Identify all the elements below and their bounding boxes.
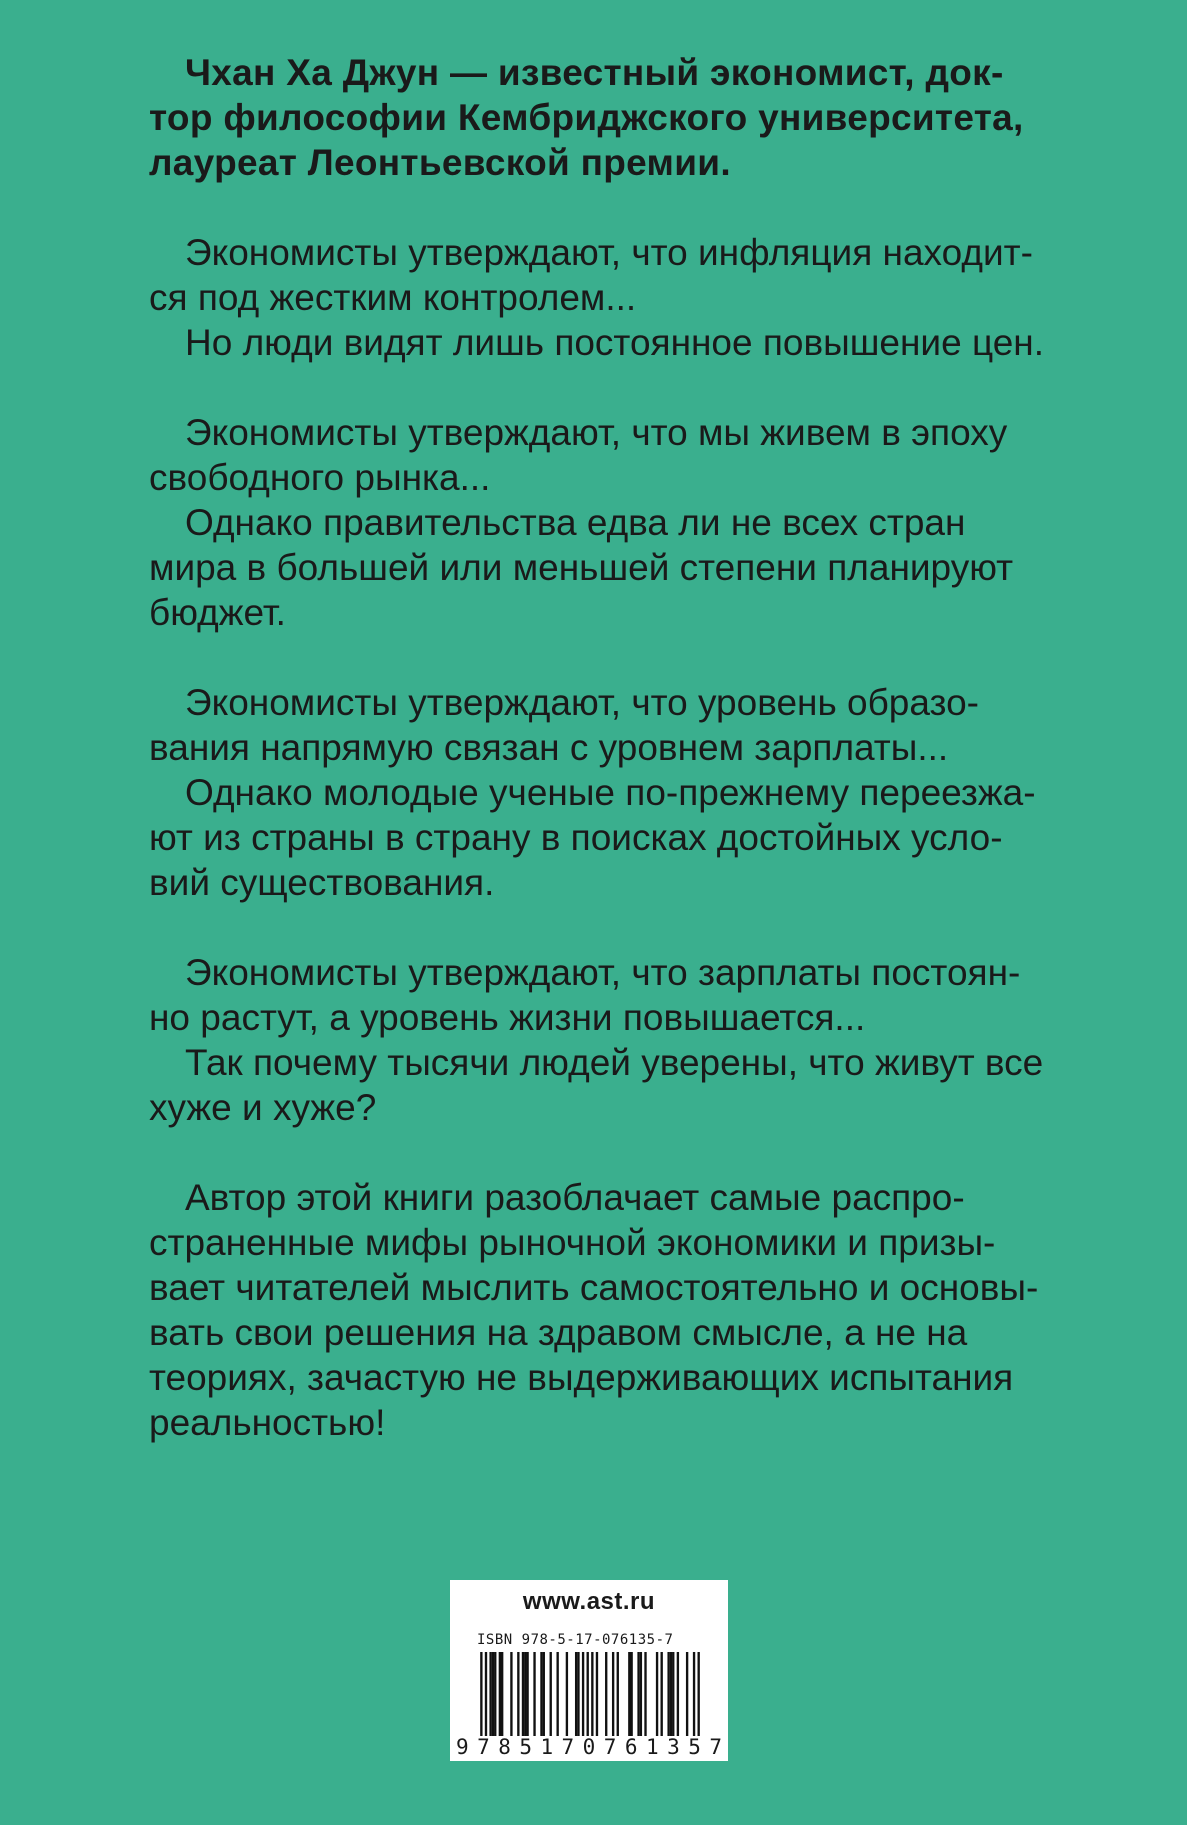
barcode-bar [517,1652,519,1736]
barcode-bar [612,1652,614,1736]
ean-digit: 7 [709,1735,722,1759]
ean-digit: 9 [456,1735,469,1759]
spacer [149,365,1055,410]
ean-digit: 7 [477,1735,490,1759]
barcode-bar [522,1652,524,1736]
ean-digit: 7 [561,1735,575,1759]
barcode-bar [566,1652,568,1736]
barcode-bar [499,1652,501,1736]
barcode-bar [550,1652,552,1736]
barcode-bar [677,1652,679,1736]
ean-digit: 5 [519,1735,532,1759]
spacer [149,905,1055,950]
barcode-bar [489,1652,491,1736]
spacer [149,185,1055,230]
ean-digit: 1 [540,1735,554,1759]
barcode-bar [640,1652,642,1736]
spacer [149,1130,1055,1175]
barcode-bar [492,1652,494,1736]
section-3-claim: Экономисты утверждают, что уровень образо- вания напрямую связан с уровнем зарплаты... [149,682,979,768]
barcode-bar [501,1652,503,1736]
barcode-bar [686,1652,688,1736]
barcode-bar [661,1652,663,1736]
conclusion: Автор этой книги разоблачает самые распро- страненные мифы рыночной экономики и призы- вает читателей мыслить самостоятельно и основы- вать свои решения на здравом смысле, а не на теориях, зачастую не выдерживающих испытания реальностью! [149,1177,1039,1443]
barcode-bar [628,1652,630,1736]
back-cover-text [149,50,1055,1445]
barcode-bar [670,1652,672,1736]
barcode-bar [630,1652,632,1736]
barcode-bar [556,1652,558,1736]
barcode-bar [494,1652,496,1736]
barcode-bar [543,1652,545,1736]
barcode-bar [582,1652,584,1736]
ean-digits [456,1736,722,1758]
barcode-bar [526,1652,528,1736]
barcode-bar [540,1652,542,1736]
barcode-bar [637,1652,639,1736]
barcode-bar [672,1652,674,1736]
ean-digit: 3 [667,1735,680,1759]
section-4-claim: Экономисты утверждают, что зарплаты постоян- но растут, а уровень жизни повышается... [149,952,1021,1038]
barcode-bar [667,1652,669,1736]
barcode-bar [577,1652,579,1736]
ean-digit: 8 [498,1735,511,1759]
isbn-text: ISBN 978-5-17-076135-7 [477,1632,674,1648]
barcode-bar [596,1652,598,1736]
publisher-url: www.ast.ru [522,1588,656,1615]
section-3-reality: Однако молодые ученые по-прежнему переезжа- ют из страны в страну в поисках достойных усло- вий существования. [149,772,1036,903]
barcode-bar [617,1652,619,1736]
barcode-bar [575,1652,577,1736]
section-2-reality: Однако правительства едва ли не всех стран мира в большей или меньшей степени планируют бюджет. [149,502,1014,633]
ean-digit: 6 [624,1735,638,1759]
author-intro: Чхан Ха Джун — известный экономист, док- тор философии Кембриджского университета, лауреат Леонтьевской премии. [149,52,1024,183]
barcode-bar [524,1652,526,1736]
barcode-bar [533,1652,535,1736]
section-2-claim: Экономисты утверждают, что мы живем в эпоху свободного рынка... [149,412,1008,498]
spacer [149,635,1055,680]
section-1-reality: Но люди видят лишь постоянное повышение цен. [185,322,1045,363]
barcode-bar [605,1652,607,1736]
barcode-label [450,1580,728,1761]
ean-digit: 5 [688,1735,701,1759]
ean-digit: 7 [603,1735,617,1759]
ean-digit: 0 [582,1735,596,1759]
barcode-bar [510,1652,512,1736]
barcode-bar [656,1652,658,1736]
section-4-reality: Так почему тысячи людей уверены, что живут все хуже и хуже? [149,1042,1044,1128]
barcode-bar [644,1652,646,1736]
ean-digit: 1 [645,1735,659,1759]
section-1-claim: Экономисты утверждают, что инфляция находит- ся под жестким контролем... [149,232,1033,318]
